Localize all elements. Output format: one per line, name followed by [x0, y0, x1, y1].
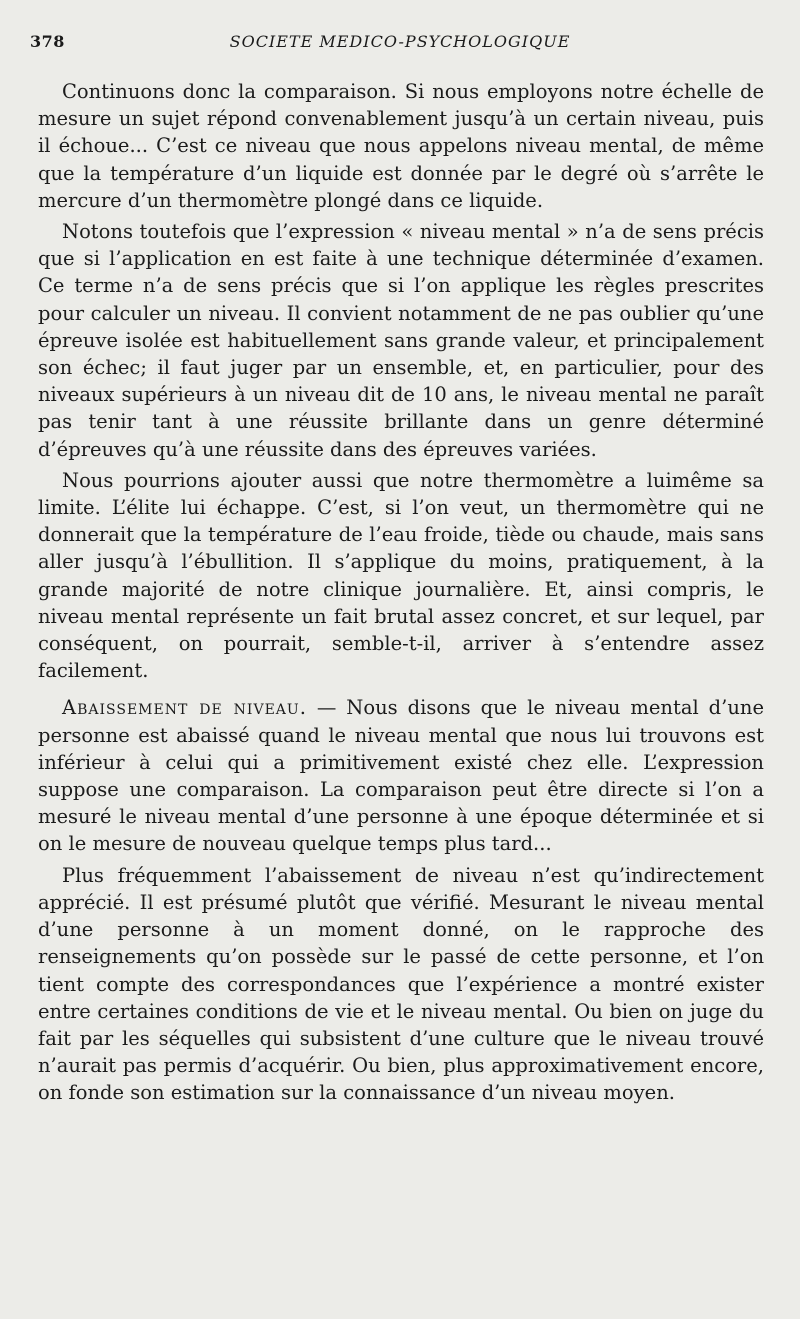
section-heading-abaissement: Abaissement de niveau. — [62, 696, 307, 720]
running-title: SOCIETE MEDICO-PSYCHOLOGIQUE — [229, 32, 571, 51]
page-number: 378 — [30, 32, 65, 51]
page-header — [30, 32, 770, 56]
paragraph-comparison: Continuons donc la comparaison. Si nous employons notre échelle de mesure un sujet répond convenablement jusqu’à un certain niveau, puis il échoue... C’est ce niveau que nous appelons niveau mental, de même que la température d’un liquide est donnée par le degré où s’arrête le mercure d’un thermomètre plongé dans ce liquide. — [38, 80, 764, 212]
paragraph-frequemment: Plus fréquemment l’abaissement de niveau n’est qu’indirectement apprécié. Il est présumé plutôt que vérifié. Mesurant le niveau mental d’une personne à un moment donné, on le rapproche des renseignements qu’on possède sur le passé de cette personne, et l’on tient compte des correspondances que l’expérience a montré exister entre certaines conditions de vie et le niveau mental. Ou bien on juge du fait par les séquelles qui subsistent d’une culture que le niveau trouvé n’aurait pas permis d’acquérir. Ou bien, plus approximativement encore, on fonde son estimation sur la connaissance d’un niveau moyen. — [38, 863, 764, 1105]
body-text — [38, 78, 764, 1107]
paragraph-abaissement-text: — Nous disons que le niveau mental d’une personne est abaissé quand le niveau mental que nous lui trouvons est inférieur à celui qui a primitivement existé chez elle. L’expression suppose une comparaison. La comparaison peut être directe si l’on a mesuré le niveau mental d’une personne à une époque déterminée et si on le mesure de nouveau quelque temps plus tard... — [38, 696, 764, 856]
paragraph-abaissement — [38, 694, 764, 857]
paragraph-niveau-mental: Notons toutefois que l’expression « niveau mental » n’a de sens précis que si l’application en est faite à une technique déterminée d’examen. Ce terme n’a de sens précis que si l’on applique les règles prescrites pour calculer un niveau. Il convient notamment de ne pas oublier qu’une épreuve isolée est habituellement sans grande valeur, et principalement son échec; il faut juger par un ensemble, et, en particulier, pour des niveaux supérieurs à un niveau dit de 10 ans, le niveau mental ne paraît pas tenir tant à une réussite brillante dans un genre déterminé d’épreuves qu’à une réussite dans des épreuves variées. — [38, 220, 764, 461]
paragraph-thermometre: Nous pourrions ajouter aussi que notre thermomètre a luimême sa limite. L’élite lui échappe. C’est, si l’on veut, un thermomètre qui ne donnerait que la température de l’eau froide, tiède ou chaude, mais sans aller jusqu’à l’ébullition. Il s’applique du moins, pratiquement, à la grande majorité de notre clinique journalière. Et, ainsi compris, le niveau mental représente un fait brutal assez concret, et sur lequel, par conséquent, on pourrait, semble-t-il, arriver à s’entendre assez facilement. — [38, 468, 764, 683]
